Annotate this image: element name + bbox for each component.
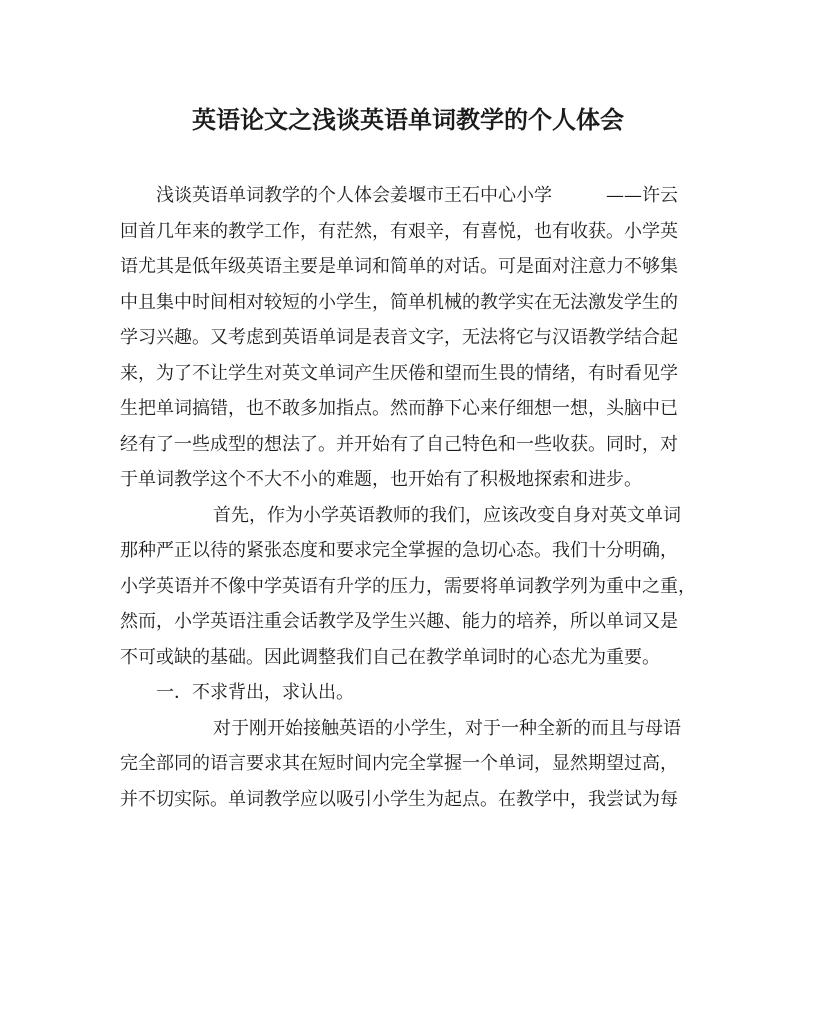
text-line: 经有了一些成型的想法了。并开始有了自己特色和一些收获。同时，对 xyxy=(120,433,678,455)
text-line: 于单词教学这个不大不小的难题，也开始有了积极地探索和进步。 xyxy=(120,469,642,490)
text-line: 浅谈英语单词教学的个人体会姜堰市王石中心小学 ——许云 xyxy=(156,185,678,206)
text-line: 小学英语并不像中学英语有升学的压力，需要将单词教学列为重中之重， xyxy=(120,575,696,597)
text-line: 那种严正以待的紧张态度和要求完全掌握的急切心态。我们十分明确， xyxy=(120,540,678,561)
text-line: 语尤其是低年级英语主要是单词和简单的对话。可是面对注意力不够集 xyxy=(120,256,678,277)
text-line: 来，为了不让学生对英文单词产生厌倦和望而生畏的情绪，有时看见学 xyxy=(120,362,678,384)
paragraph xyxy=(120,675,696,711)
paragraph xyxy=(120,711,696,818)
paragraph xyxy=(120,498,696,676)
text-line: 学习兴趣。又考虑到英语单词是表音文字，无法将它与汉语教学结合起 xyxy=(120,327,678,348)
text-line: 生把单词搞错，也不敢多加指点。然而静下心来仔细想一想，头脑中已 xyxy=(120,398,678,419)
text-line: 首先，作为小学英语教师的我们，应该改变自身对英文单词 xyxy=(213,504,681,526)
text-line: 一．不求背出，求认出。 xyxy=(156,682,354,703)
text-line: 中且集中时间相对较短的小学生，简单机械的教学实在无法激发学生的 xyxy=(120,291,678,313)
text-line: 然而，小学英语注重会话教学及学生兴趣、能力的培养，所以单词又是 xyxy=(120,611,678,632)
text-line: 对于刚开始接触英语的小学生，对于一种全新的而且与母语 xyxy=(213,717,681,739)
text-line: 并不切实际。单词教学应以吸引小学生为起点。在教学中，我尝试为每 xyxy=(120,788,678,810)
document-page xyxy=(120,100,696,817)
document-title: 英语论文之浅谈英语单词教学的个人体会 xyxy=(192,105,624,134)
text-line: 完全部同的语言要求其在短时间内完全掌握一个单词，显然期望过高， xyxy=(120,753,678,774)
text-line: 回首几年来的教学工作，有茫然，有艰辛，有喜悦，也有收获。小学英 xyxy=(120,220,678,242)
text-line: 不可或缺的基础。因此调整我们自己在教学单词时的心态尤为重要。 xyxy=(120,646,660,668)
paragraph xyxy=(120,178,696,498)
document-body xyxy=(120,178,696,817)
